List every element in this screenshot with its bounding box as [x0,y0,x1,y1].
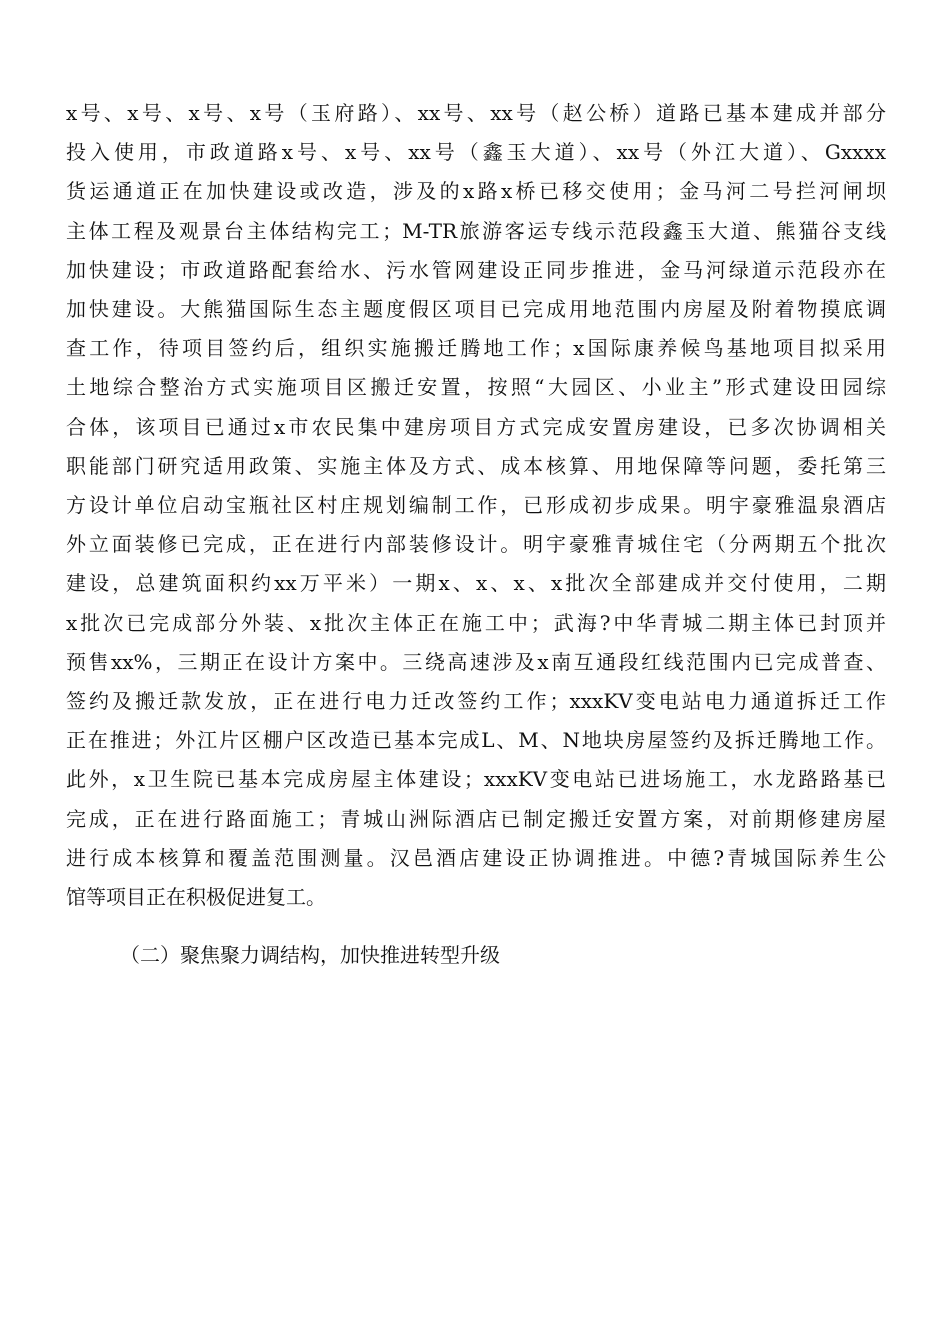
paragraph-line: 加快建设。大熊猫国际生态主题度假区项目已完成用地范围内房屋及附着物摸底调 [66,297,886,322]
paragraph-line: 职能部门研究适用政策、实施主体及方式、成本核算、用地保障等问题，委托第三 [66,453,886,478]
paragraph-line: 完成，正在进行路面施工；青城山洲际酒店已制定搬迁安置方案，对前期修建房屋 [66,806,886,831]
section-heading: （二）聚焦聚力调结构，加快推进转型升级 [120,943,500,968]
paragraph-line: 合体，该项目已通过x市农民集中建房项目方式完成安置房建设，已多次协调相关 [66,414,886,439]
paragraph-line: 预售xx%，三期正在设计方案中。三绕高速涉及x南互通段红线范围内已完成普查、 [66,649,886,674]
paragraph-line: 土地综合整治方式实施项目区搬迁安置，按照“大园区、小业主”形式建设田园综 [66,375,886,400]
body-paragraph [66,94,886,917]
paragraph-line: 正在推进；外江片区棚户区改造已基本完成L、M、N地块房屋签约及拆迁腾地工作。 [66,728,886,753]
paragraph-line: 投入使用，市政道路x号、x号、xx号（鑫玉大道）、xx号（外江大道）、Gxxxx [66,140,886,165]
paragraph-line: x号、x号、x号、x号（玉府路）、xx号、xx号（赵公桥）道路已基本建成并部分 [66,101,886,125]
paragraph-line: 外立面装修已完成，正在进行内部装修设计。明宇豪雅青城住宅（分两期五个批次 [66,532,886,557]
paragraph-line: 建设，总建筑面积约xx万平米）一期x、x、x、x批次全部建成并交付使用，二期 [66,571,886,596]
document-page [66,94,886,975]
paragraph-line: 馆等项目正在积极促进复工。 [66,885,326,910]
paragraph-line: 加快建设；市政道路配套给水、污水管网建设正同步推进，金马河绿道示范段亦在 [66,257,886,282]
paragraph-line: 进行成本核算和覆盖范围测量。汉邑酒店建设正协调推进。中德?青城国际养生公 [66,845,886,870]
paragraph-line: 方设计单位启动宝瓶社区村庄规划编制工作，已形成初步成果。明宇豪雅温泉酒店 [66,493,886,518]
paragraph-line: 查工作，待项目签约后，组织实施搬迁腾地工作；x国际康养候鸟基地项目拟采用 [66,336,886,361]
paragraph-line: x批次已完成部分外装、x批次主体正在施工中；武海?中华青城二期主体已封顶并 [66,610,886,635]
paragraph-line: 货运通道正在加快建设或改造，涉及的x路x桥已移交使用；金马河二号拦河闸坝 [66,179,886,204]
paragraph-line: 主体工程及观景台主体结构完工；M-TR旅游客运专线示范段鑫玉大道、熊猫谷支线 [66,218,886,243]
paragraph-line: 签约及搬迁款发放，正在进行电力迁改签约工作；xxxKV变电站电力通道拆迁工作 [66,689,886,714]
paragraph-line: 此外，x卫生院已基本完成房屋主体建设；xxxKV变电站已进场施工，水龙路路基已 [66,767,886,792]
